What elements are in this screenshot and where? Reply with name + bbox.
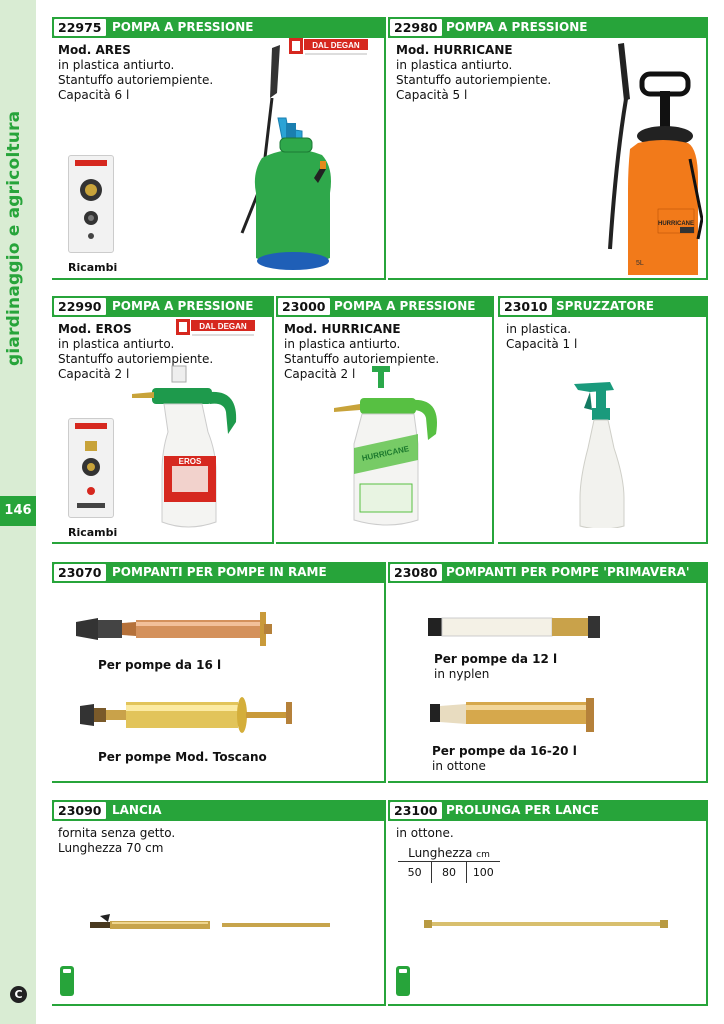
product-title: POMPANTI PER POMPE 'PRIMAVERA' <box>446 565 690 579</box>
desc-line: Stantuffo autoriempiente. <box>58 352 214 366</box>
product-code: 23000 <box>278 298 330 315</box>
copper-pump-image <box>76 610 272 650</box>
product-code: 23070 <box>54 564 106 581</box>
card-header <box>388 17 706 38</box>
dal-degan-logo <box>176 318 256 338</box>
product-title: LANCIA <box>112 803 162 817</box>
product-card-23070 <box>52 562 386 783</box>
product-code: 22975 <box>54 19 106 36</box>
pump-caption: Per pompe da 12 l in nyplen <box>434 652 558 681</box>
desc-line: in plastica antiurto. <box>396 58 513 72</box>
table-cell: 50 <box>398 862 432 883</box>
nylon-pump-image <box>428 614 604 644</box>
model-name: Mod. HURRICANE <box>284 322 401 336</box>
product-code: 23100 <box>390 802 442 819</box>
model-name: Mod. ARES <box>58 43 131 57</box>
table-label: Lunghezza <box>408 846 473 860</box>
card-header <box>498 296 706 317</box>
tag-icon <box>396 966 410 996</box>
length-table <box>398 846 500 883</box>
product-title: POMPA A PRESSIONE <box>112 299 254 313</box>
table-cell: 100 <box>472 866 494 879</box>
pressure-sprayer-image <box>132 362 242 532</box>
desc-line: in plastica antiurto. <box>58 58 175 72</box>
desc-line: Capacità 5 l <box>396 88 468 102</box>
spare-parts-label: Ricambi <box>68 526 118 539</box>
product-description <box>506 322 577 352</box>
product-title: POMPA A PRESSIONE <box>112 20 254 34</box>
product-title: PROLUNGA PER LANCE <box>446 803 599 817</box>
product-card-23000 <box>276 296 494 544</box>
desc-line: Capacità 1 l <box>506 337 578 351</box>
spare-parts-image <box>68 418 114 518</box>
card-header <box>52 562 384 583</box>
desc-line: in plastica antiurto. <box>284 337 401 351</box>
sidebar <box>0 0 36 1024</box>
product-print: EROS <box>178 457 202 466</box>
product-title: POMPA A PRESSIONE <box>446 20 588 34</box>
card-header <box>388 562 706 583</box>
desc-line: Lunghezza 70 cm <box>58 841 164 855</box>
product-description <box>396 826 454 841</box>
svg-text:5L: 5L <box>636 260 644 267</box>
product-print: HURRICANE <box>361 444 410 463</box>
desc-line: fornita senza getto. <box>58 826 176 840</box>
pump-caption: Per pompe da 16-20 l in ottone <box>432 744 577 773</box>
model-name: Mod. HURRICANE <box>396 43 513 57</box>
product-title: POMPA A PRESSIONE <box>334 299 476 313</box>
spare-parts-label: Ricambi <box>68 261 118 274</box>
table-unit: cm <box>476 850 490 860</box>
spray-lance-image <box>90 912 334 936</box>
desc-line: Stantuffo autoriempiente. <box>58 73 214 87</box>
product-description <box>58 826 175 856</box>
desc-line: Capacità 2 l <box>284 367 356 381</box>
table-cell: 80 <box>432 862 466 883</box>
product-print: HURRICANE <box>658 221 694 227</box>
brand-mark-icon: C <box>10 986 27 1003</box>
product-card-22990 <box>52 296 274 544</box>
product-card-22980 <box>388 17 708 280</box>
desc-line: Capacità 6 l <box>58 88 130 102</box>
desc-line: Stantuffo autoriempiente. <box>396 73 552 87</box>
model-name: Mod. EROS <box>58 322 132 336</box>
desc-line: in plastica. <box>506 322 572 336</box>
product-card-23100 <box>388 800 708 1006</box>
product-card-23090 <box>52 800 386 1006</box>
card-header <box>276 296 492 317</box>
product-title: SPRUZZATORE <box>556 299 655 313</box>
brass-pump-image <box>80 694 306 736</box>
product-description <box>58 43 213 103</box>
section-title: giardinaggio e agricoltura <box>4 110 24 366</box>
product-card-23080 <box>388 562 708 783</box>
desc-line: Capacità 2 l <box>58 367 130 381</box>
product-code: 23090 <box>54 802 106 819</box>
card-header <box>52 296 272 317</box>
product-code: 22980 <box>390 19 442 36</box>
product-description <box>396 43 551 103</box>
trigger-sprayer-image <box>570 378 640 528</box>
logo-text: DAL DEGAN <box>312 41 360 50</box>
page-number: 146 <box>0 496 36 526</box>
product-code: 23010 <box>500 298 552 315</box>
lance-extension-image <box>424 914 668 934</box>
product-card-23010 <box>498 296 708 544</box>
product-title: POMPANTI PER POMPE IN RAME <box>112 565 327 579</box>
desc-line: in plastica antiurto. <box>58 337 175 351</box>
pump-caption: Per pompe da 16 l <box>98 658 222 672</box>
product-card-22975 <box>52 17 386 280</box>
card-header <box>388 800 706 821</box>
desc-line: Stantuffo autoriempiente. <box>284 352 440 366</box>
product-code: 23080 <box>390 564 442 581</box>
desc-line: in ottone. <box>396 826 454 840</box>
pressure-sprayer-image <box>598 39 703 275</box>
pressure-sprayer-image <box>332 364 442 534</box>
card-header <box>52 800 384 821</box>
pump-caption: Per pompe Mod. Toscano <box>98 750 267 764</box>
spare-parts-image <box>68 155 114 253</box>
logo-text: DAL DEGAN <box>199 322 247 331</box>
brass-pump-image <box>430 698 602 734</box>
pressure-sprayer-image <box>222 43 332 273</box>
tag-icon <box>60 966 74 996</box>
product-code: 22990 <box>54 298 106 315</box>
card-header <box>52 17 384 38</box>
